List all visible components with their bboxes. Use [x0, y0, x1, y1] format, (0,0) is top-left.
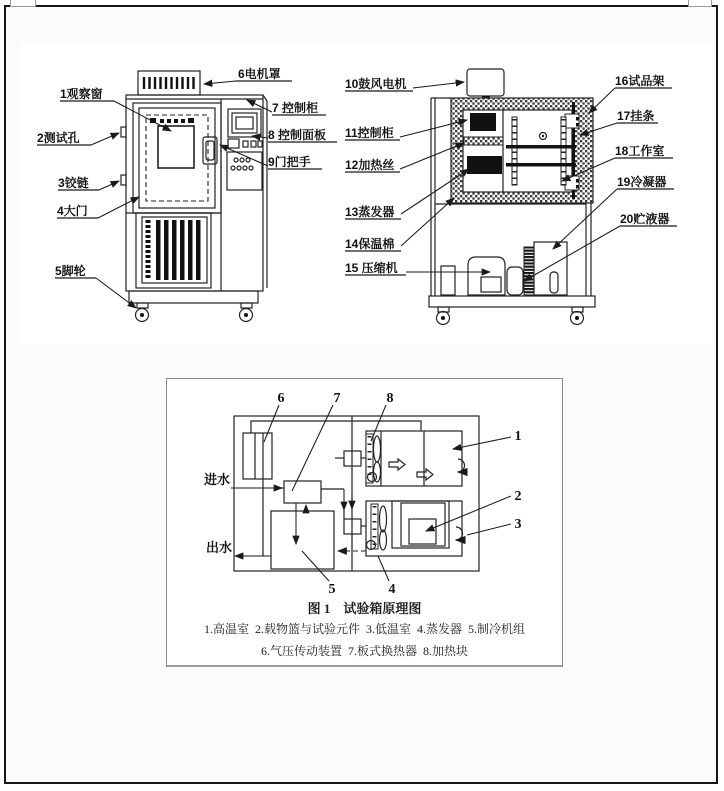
label-control-cabinet: 7 控制柜	[272, 101, 319, 115]
control-column-drawing	[227, 109, 262, 190]
inner-control-box	[470, 113, 496, 131]
label-work-chamber: 18工作室	[615, 144, 665, 158]
schematic-svg	[167, 379, 562, 597]
figure-legend-line1: 1.高温室 2.载物篮与试验元件 3.低温室 4.蒸发器 5.制冷机组	[203, 622, 525, 636]
label-hinge: 3铰链	[58, 176, 89, 190]
label-blower-motor: 10鼓风电机	[345, 77, 407, 91]
label-hanging-strip: 17挂条	[617, 109, 655, 123]
label-motor-cover: 6电机罩	[238, 67, 281, 81]
num-7: 7	[333, 391, 341, 406]
test-hole-nub	[121, 127, 126, 137]
section-view-drawing	[345, 69, 677, 325]
evaporator-block	[467, 156, 502, 174]
label-control-cabinet-2: 11控制柜	[345, 126, 394, 140]
num-6: 6	[277, 391, 285, 406]
front-view-drawing	[37, 66, 337, 322]
label-door: 4大门	[57, 204, 88, 218]
hinge-nub	[121, 175, 126, 185]
top-left-handle	[10, 0, 36, 7]
compressor-drawing	[468, 257, 505, 295]
label-heating-wire: 12加热丝	[345, 158, 395, 172]
num-3: 3	[514, 517, 522, 532]
figure-schematic	[166, 378, 563, 667]
door-drawing	[121, 103, 221, 213]
figure-legend-line2: 6.气压传动装置 7.板式换热器 8.加热块	[260, 644, 468, 658]
refrigeration-unit-box	[271, 511, 334, 569]
label-condenser: 19冷凝器	[617, 175, 667, 189]
base-and-casters	[129, 291, 258, 322]
num-5: 5	[328, 582, 336, 597]
label-control-panel: 8 控制面板	[268, 128, 327, 142]
label-insulation: 14保温棉	[345, 237, 395, 251]
schematic-drawing	[204, 391, 522, 597]
label-sample-rack: 16试品架	[615, 74, 665, 88]
machine-compartment-drawing	[429, 203, 595, 325]
reservoir-drawing	[507, 267, 523, 295]
low-temp-chamber	[366, 501, 463, 556]
high-temp-chamber	[366, 431, 465, 486]
num-4: 4	[388, 582, 396, 597]
num-1: 1	[514, 429, 522, 444]
num-8: 8	[386, 391, 394, 406]
label-door-handle: 9门把手	[268, 155, 311, 169]
grille-drawing	[136, 213, 211, 288]
label-compressor: 15 压缩机	[345, 261, 398, 275]
label-test-hole: 2测试孔	[37, 131, 80, 145]
observation-window	[158, 126, 194, 168]
condenser-coil-drawing	[524, 247, 534, 295]
motor-cover-drawing	[138, 71, 200, 95]
heat-exchanger-box	[284, 481, 321, 503]
heating-wire-strip	[464, 137, 503, 145]
logo-marks	[150, 118, 194, 123]
label-reservoir: 20贮液器	[620, 212, 670, 226]
num-2: 2	[514, 489, 522, 504]
water-out-label: 出水	[206, 540, 233, 555]
figure-caption: 图 1 试验箱原理图	[307, 601, 422, 616]
label-evaporator: 13蒸发器	[345, 205, 395, 219]
schematic-numbers	[264, 391, 522, 597]
label-caster: 5脚轮	[55, 264, 86, 278]
water-in-label: 进水	[204, 472, 231, 487]
label-observation-window: 1观察窗	[60, 87, 103, 101]
front-view-labels	[37, 66, 337, 308]
top-right-handle	[688, 0, 712, 7]
chamber-views-svg	[12, 40, 718, 345]
